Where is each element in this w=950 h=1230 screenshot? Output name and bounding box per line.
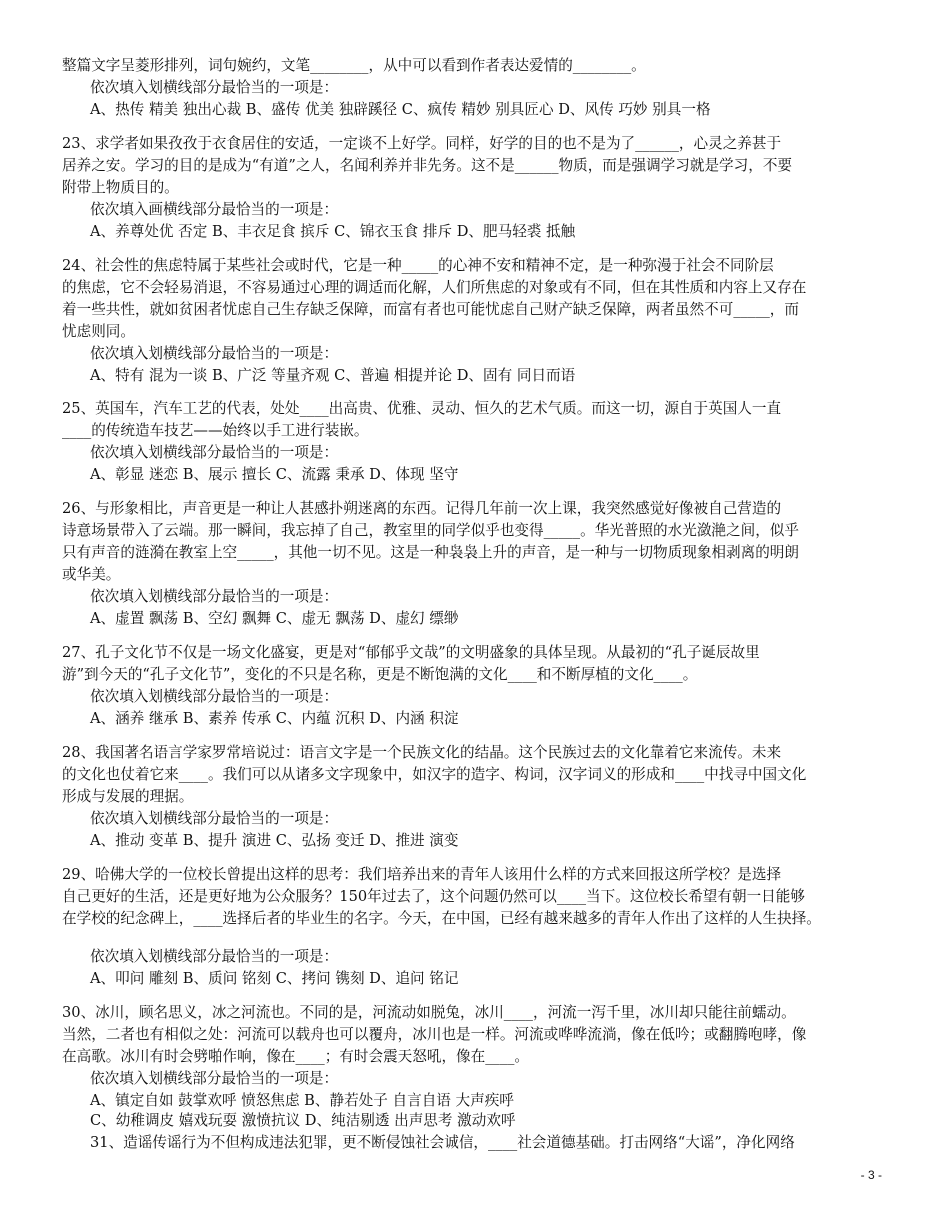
instruction-line: 依次填入划横线部分最恰当的一项是： [90, 79, 339, 96]
instruction-line: 依次填入划横线部分最恰当的一项是： [90, 688, 339, 705]
question-31: 31、造谣传谣行为不但构成违法犯罪，更不断侵蚀社会诚信，____社会道德基础。打击网络“大谣”，净化网络 [90, 1134, 795, 1151]
text-line: 或华美。 [62, 566, 121, 583]
text-line: 只有声音的涟漪在教室上空_____，其他一切不见。这是一种袅袅上升的声音，是一种与一切物质现象相剥离的明朗 [62, 544, 799, 561]
text-line: 居养之安。学习的目的是成为“有道”之人，名闻利养并非先务。这不是______物质，而是强调学习就是学习，不要 [62, 157, 793, 174]
instruction-line: 依次填入划横线部分最恰当的一项是： [90, 345, 339, 362]
options-line: A、涵养 继承 B、素养 传承 C、内蕴 沉积 D、内涵 积淀 [90, 710, 459, 727]
options-line: A、虚置 飘荡 B、空幻 飘舞 C、虚无 飘荡 D、虚幻 缥缈 [90, 610, 459, 627]
text-line: ____的传统造车技艺——始终以手工进行装嵌。 [62, 422, 369, 439]
instruction-line: 依次填入划横线部分最恰当的一项是： [90, 810, 339, 827]
page-number: - 3 - [860, 1168, 882, 1182]
text-line: 的焦虑，它不会轻易消退，不容易通过心理的调适而化解，人们所焦虑的对象或有不同，但在其性质和内容上又存在 [62, 279, 807, 296]
instruction-line: 依次填入划横线部分最恰当的一项是： [90, 1070, 339, 1087]
options-line: C、幼稚调皮 嬉戏玩耍 激愤抗议 D、纯洁剔透 出声思考 激动欢呼 [90, 1112, 516, 1129]
instruction-line: 依次填入划横线部分最恰当的一项是： [90, 948, 339, 965]
question-23: 23、求学者如果孜孜于衣食居住的安适，一定谈不上好学。同样，好学的目的也不是为了______，心灵之养甚于 [62, 135, 782, 152]
text-line: 附带上物质目的。 [62, 179, 179, 196]
text-line: 自己更好的生活，还是更好地为公众服务？150年过去了，这个问题仍然可以____当下。这位校长希望有朝一日能够 [62, 888, 805, 905]
instruction-line: 依次填入画横线部分最恰当的一项是： [90, 201, 339, 218]
question-27: 27、孔子文化节不仅是一场文化盛宴，更是对“郁郁乎文哉”的文明盛象的具体呈现。从最初的“孔子诞辰故里 [62, 644, 760, 661]
question-26: 26、与形象相比，声音更是一种让人甚感扑朔迷离的东西。记得几年前一次上课，我突然感觉好像被自己营造的 [62, 500, 782, 517]
text-line: 游”到今天的“孔子文化节”，变化的不只是名称，更是不断饱满的文化____和不断厚植的文化____。 [62, 666, 698, 683]
question-25: 25、英国车，汽车工艺的代表，处处____出高贵、优雅、灵动、恒久的艺术气质。而这一切，源自于英国人一直 [62, 400, 782, 417]
options-line: A、镇定自如 鼓掌欢呼 愤怒焦虑 B、静若处子 自言自语 大声疾呼 [90, 1092, 514, 1109]
text-line: 在学校的纪念碑上，____选择后者的毕业生的名字。今天，在中国，已经有越来越多的青年人作出了这样的人生抉择。 [62, 910, 821, 927]
text-line: 的文化也仗着它来____。我们可以从诸多文字现象中，如汉字的造字、构词，汉字词义的形成和____中找寻中国文化 [62, 766, 807, 783]
text-line: 整篇文字呈菱形排列，词句婉约，文笔________，从中可以看到作者表达爱情的________。 [62, 57, 646, 74]
text-line: 着一些共性，就如贫困者忧虑自己生存缺乏保障，而富有者也可能忧虑自己财产缺乏保障，两者虽然不可_____，而 [62, 301, 799, 318]
question-30: 30、冰川，顾名思义，冰之河流也。不同的是，河流动如脱兔，冰川____，河流一泻千里，冰川却只能往前蠕动。 [62, 1004, 796, 1021]
options-line: A、养尊处优 否定 B、丰衣足食 摈斥 C、锦衣玉食 排斥 D、肥马轻裘 抵触 [90, 223, 576, 240]
options-line: A、特有 混为一谈 B、广泛 等量齐观 C、普遍 相提并论 D、固有 同日而语 [90, 367, 576, 384]
text-line: 诗意场景带入了云端。那一瞬间，我忘掉了自己，教室里的同学似乎也变得_____。华光普照的水光潋滟之间，似乎 [62, 522, 799, 539]
instruction-line: 依次填入划横线部分最恰当的一项是： [90, 444, 339, 461]
text-line: 在高歌。冰川有时会劈啪作响，像在____；有时会震天怒吼，像在____。 [62, 1048, 530, 1065]
options-line: A、叩问 雕刻 B、质问 铭刻 C、拷问 镌刻 D、追问 铭记 [90, 970, 459, 987]
options-line: A、彰显 迷恋 B、展示 擅长 C、流露 秉承 D、体现 坚守 [90, 466, 459, 483]
question-24: 24、社会性的焦虑特属于某些社会或时代，它是一种_____的心神不安和精神不定，是一种弥漫于社会不同阶层 [62, 257, 774, 274]
text-line: 忧虑则同。 [62, 323, 135, 340]
question-28: 28、我国著名语言学家罗常培说过：语言文字是一个民族文化的结晶。这个民族过去的文化靠着它来流传。未来 [62, 744, 782, 761]
text-line: 当然，二者也有相似之处：河流可以载舟也可以覆舟，冰川也是一样。河流或哗哗流淌，像在低吟；或翻腾咆哮，像 [62, 1026, 807, 1043]
options-line: A、推动 变革 B、提升 演进 C、弘扬 变迁 D、推进 演变 [90, 832, 459, 849]
question-29: 29、哈佛大学的一位校长曾提出这样的思考：我们培养出来的青年人该用什么样的方式来回报这所学校？是选择 [62, 866, 782, 883]
options-line: A、热传 精美 独出心裁 B、盛传 优美 独辟蹊径 C、疯传 精妙 别具匠心 D、风传 巧妙 别具一格 [90, 101, 711, 118]
text-line: 形成与发展的理据。 [62, 788, 194, 805]
instruction-line: 依次填入划横线部分最恰当的一项是： [90, 588, 339, 605]
